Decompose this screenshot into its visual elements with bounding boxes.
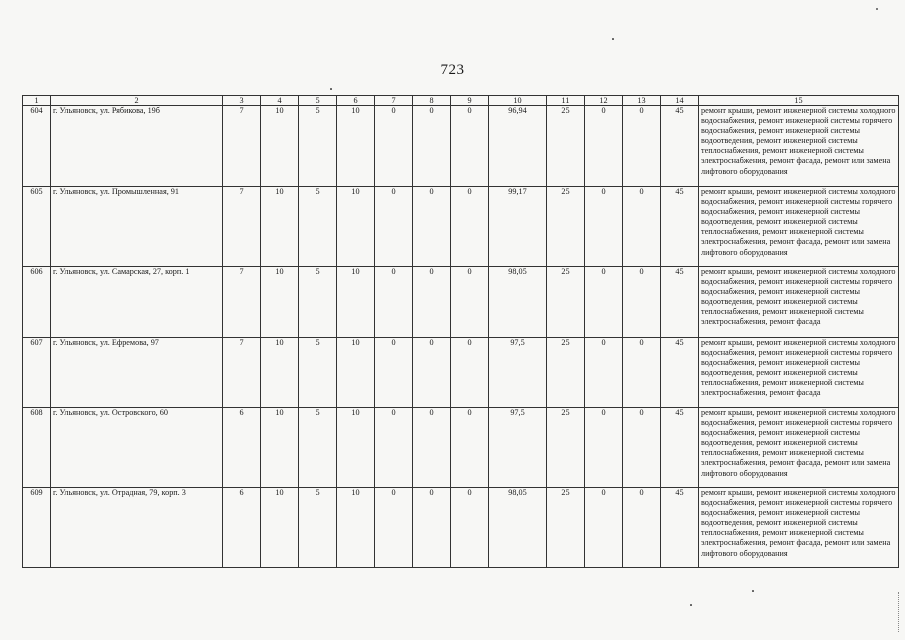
- value-cell: 0: [413, 267, 451, 338]
- scan-speck: [690, 604, 692, 606]
- value-cell: 0: [413, 338, 451, 408]
- value-cell: 0: [623, 408, 661, 488]
- value-cell: 5: [299, 267, 337, 338]
- value-cell: 25: [547, 267, 585, 338]
- column-header: 4: [261, 96, 299, 106]
- value-cell: 10: [337, 106, 375, 187]
- table-row: [23, 488, 899, 568]
- value-cell: 0: [451, 106, 489, 187]
- header-row: [23, 96, 899, 106]
- column-header: 11: [547, 96, 585, 106]
- value-cell: 0: [451, 408, 489, 488]
- table-row: [23, 267, 899, 338]
- value-cell: 5: [299, 106, 337, 187]
- repair-works-cell: ремонт крыши, ремонт инженерной системы холодного водоснабжения, ремонт инженерной системы горячего водоснабжения, ремонт инженерной системы водоотведения, ремонт инженерной системы теплоснабжения, ремонт инженерной системы электроснабжения, ремонт фасада, ремонт или замена лифтового оборудования: [699, 408, 899, 488]
- address-cell: г. Ульяновск, ул. Отрадная, 79, корп. 3: [51, 488, 223, 568]
- value-cell: 98,05: [489, 488, 547, 568]
- value-cell: 5: [299, 338, 337, 408]
- value-cell: 0: [413, 488, 451, 568]
- value-cell: 0: [375, 408, 413, 488]
- value-cell: 0: [375, 267, 413, 338]
- address-cell: г. Ульяновск, ул. Рябикова, 19б: [51, 106, 223, 187]
- column-header: 8: [413, 96, 451, 106]
- value-cell: 0: [375, 338, 413, 408]
- table-row: [23, 187, 899, 267]
- column-header: 3: [223, 96, 261, 106]
- scan-speck: [612, 38, 614, 40]
- column-header: 5: [299, 96, 337, 106]
- value-cell: 45: [661, 408, 699, 488]
- value-cell: 96,94: [489, 106, 547, 187]
- column-header: 14: [661, 96, 699, 106]
- table-row: [23, 106, 899, 187]
- value-cell: 0: [413, 187, 451, 267]
- value-cell: 6: [223, 488, 261, 568]
- value-cell: 10: [337, 267, 375, 338]
- value-cell: 0: [585, 106, 623, 187]
- repair-works-cell: ремонт крыши, ремонт инженерной системы холодного водоснабжения, ремонт инженерной системы горячего водоснабжения, ремонт инженерной системы водоотведения, ремонт инженерной системы теплоснабжения, ремонт инженерной системы электроснабжения, ремонт фасада: [699, 338, 899, 408]
- column-header: 12: [585, 96, 623, 106]
- row-number: 604: [23, 106, 51, 187]
- row-number: 606: [23, 267, 51, 338]
- page-number: 723: [440, 62, 465, 78]
- value-cell: 45: [661, 267, 699, 338]
- value-cell: 0: [585, 187, 623, 267]
- column-header: 9: [451, 96, 489, 106]
- value-cell: 10: [261, 338, 299, 408]
- value-cell: 5: [299, 187, 337, 267]
- address-cell: г. Ульяновск, ул. Промышленная, 91: [51, 187, 223, 267]
- value-cell: 0: [585, 267, 623, 338]
- value-cell: 0: [623, 488, 661, 568]
- value-cell: 0: [451, 267, 489, 338]
- value-cell: 45: [661, 488, 699, 568]
- value-cell: 0: [623, 187, 661, 267]
- value-cell: 6: [223, 408, 261, 488]
- row-number: 608: [23, 408, 51, 488]
- value-cell: 98,05: [489, 267, 547, 338]
- value-cell: 7: [223, 267, 261, 338]
- value-cell: 10: [261, 106, 299, 187]
- column-header: 7: [375, 96, 413, 106]
- value-cell: 10: [337, 338, 375, 408]
- value-cell: 7: [223, 187, 261, 267]
- value-cell: 0: [413, 106, 451, 187]
- value-cell: 7: [223, 338, 261, 408]
- scan-speck: [876, 8, 878, 10]
- column-header: 6: [337, 96, 375, 106]
- value-cell: 10: [261, 267, 299, 338]
- value-cell: 0: [375, 187, 413, 267]
- value-cell: 0: [623, 267, 661, 338]
- value-cell: 25: [547, 338, 585, 408]
- value-cell: 0: [375, 106, 413, 187]
- table-row: [23, 338, 899, 408]
- value-cell: 25: [547, 106, 585, 187]
- repair-schedule-table: [22, 95, 899, 568]
- column-header: 13: [623, 96, 661, 106]
- address-cell: г. Ульяновск, ул. Самарская, 27, корп. 1: [51, 267, 223, 338]
- column-header: 10: [489, 96, 547, 106]
- value-cell: 45: [661, 187, 699, 267]
- column-header: 1: [23, 96, 51, 106]
- value-cell: 5: [299, 408, 337, 488]
- row-number: 609: [23, 488, 51, 568]
- column-header: 2: [51, 96, 223, 106]
- value-cell: 0: [375, 488, 413, 568]
- value-cell: 0: [623, 338, 661, 408]
- value-cell: 0: [585, 408, 623, 488]
- value-cell: 0: [451, 488, 489, 568]
- value-cell: 0: [451, 187, 489, 267]
- value-cell: 25: [547, 187, 585, 267]
- scan-edge-mark: [886, 592, 899, 632]
- row-number: 607: [23, 338, 51, 408]
- value-cell: 10: [337, 408, 375, 488]
- row-number: 605: [23, 187, 51, 267]
- column-header: 15: [699, 96, 899, 106]
- value-cell: 7: [223, 106, 261, 187]
- value-cell: 5: [299, 488, 337, 568]
- table-row: [23, 408, 899, 488]
- repair-works-cell: ремонт крыши, ремонт инженерной системы холодного водоснабжения, ремонт инженерной системы горячего водоснабжения, ремонт инженерной системы водоотведения, ремонт инженерной системы теплоснабжения, ремонт инженерной системы электроснабжения, ремонт фасада, ремонт или замена лифтового оборудования: [699, 106, 899, 187]
- value-cell: 97,5: [489, 338, 547, 408]
- value-cell: 10: [337, 488, 375, 568]
- value-cell: 10: [261, 187, 299, 267]
- value-cell: 0: [451, 338, 489, 408]
- value-cell: 45: [661, 106, 699, 187]
- value-cell: 97,5: [489, 408, 547, 488]
- value-cell: 25: [547, 408, 585, 488]
- value-cell: 0: [413, 408, 451, 488]
- value-cell: 10: [337, 187, 375, 267]
- address-cell: г. Ульяновск, ул. Островского, 60: [51, 408, 223, 488]
- repair-works-cell: ремонт крыши, ремонт инженерной системы холодного водоснабжения, ремонт инженерной системы горячего водоснабжения, ремонт инженерной системы водоотведения, ремонт инженерной системы теплоснабжения, ремонт инженерной системы электроснабжения, ремонт фасада, ремонт или замена лифтового оборудования: [699, 488, 899, 568]
- value-cell: 45: [661, 338, 699, 408]
- value-cell: 0: [585, 488, 623, 568]
- value-cell: 0: [585, 338, 623, 408]
- address-cell: г. Ульяновск, ул. Ефремова, 97: [51, 338, 223, 408]
- repair-works-cell: ремонт крыши, ремонт инженерной системы холодного водоснабжения, ремонт инженерной системы горячего водоснабжения, ремонт инженерной системы водоотведения, ремонт инженерной системы теплоснабжения, ремонт инженерной системы электроснабжения, ремонт фасада: [699, 267, 899, 338]
- value-cell: 99,17: [489, 187, 547, 267]
- value-cell: 0: [623, 106, 661, 187]
- scan-speck: [330, 88, 332, 90]
- repair-works-cell: ремонт крыши, ремонт инженерной системы холодного водоснабжения, ремонт инженерной системы горячего водоснабжения, ремонт инженерной системы водоотведения, ремонт инженерной системы теплоснабжения, ремонт инженерной системы электроснабжения, ремонт фасада, ремонт или замена лифтового оборудования: [699, 187, 899, 267]
- value-cell: 10: [261, 488, 299, 568]
- scan-speck: [752, 590, 754, 592]
- value-cell: 25: [547, 488, 585, 568]
- value-cell: 10: [261, 408, 299, 488]
